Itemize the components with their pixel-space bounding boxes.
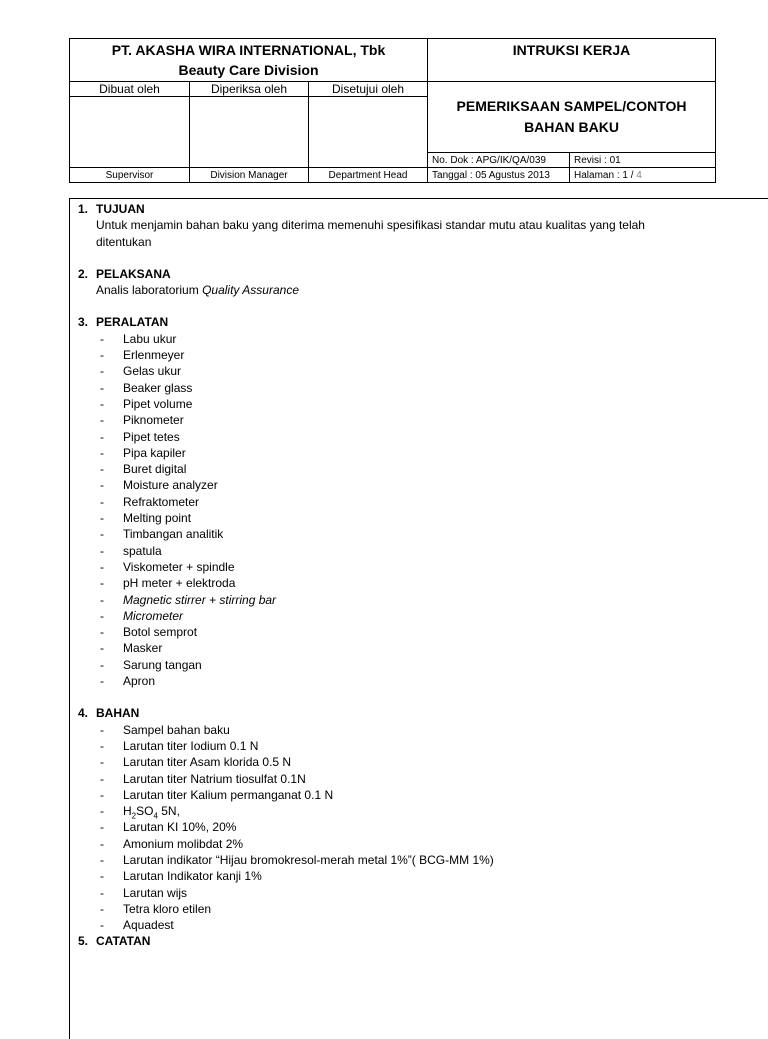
section-tujuan [78, 201, 718, 250]
pelaksana-text [78, 282, 718, 298]
bullet-dash: - [100, 543, 104, 558]
list-item-text: Moisture analyzer [123, 478, 218, 493]
signature-box-2 [190, 97, 309, 168]
section-number: 3. [78, 315, 89, 330]
list-item-text: Buret digital [123, 462, 187, 477]
section-title: PELAKSANA [96, 266, 171, 281]
list-item [78, 885, 718, 901]
bullet-dash: - [100, 787, 104, 802]
pelaksana-italic: Quality Assurance [202, 283, 299, 298]
doc-title-line1: PEMERIKSAAN SAMPEL/CONTOH [456, 98, 687, 114]
bullet-dash: - [100, 478, 104, 493]
company-name [70, 39, 428, 82]
bullet-dash: - [100, 592, 104, 607]
list-item [78, 771, 718, 787]
formula-sub: 2 [131, 811, 137, 821]
list-item [78, 787, 718, 803]
list-item-text: Larutan Indikator kanji 1% [123, 869, 262, 884]
bullet-dash: - [100, 348, 104, 363]
bullet-dash: - [100, 625, 104, 640]
formula-h: H [123, 804, 132, 819]
list-item [78, 543, 718, 559]
list-item [78, 624, 718, 640]
list-item [78, 396, 718, 412]
bullet-dash: - [100, 722, 104, 737]
list-item [78, 575, 718, 591]
bullet-dash: - [100, 771, 104, 786]
list-item [78, 673, 718, 689]
role-division-manager: Division Manager [190, 168, 309, 183]
list-item-text: Sampel bahan baku [123, 722, 230, 737]
bullet-dash: - [100, 657, 104, 672]
list-item-text: Larutan indikator “Hijau bromokresol-merah metal 1%”( BCG-MM 1%) [123, 852, 494, 867]
bullet-dash: - [100, 836, 104, 851]
section-peralatan-heading [78, 314, 718, 330]
bullet-dash: - [100, 608, 104, 623]
signature-box-3 [309, 97, 428, 168]
list-item-text: Labu ukur [123, 331, 177, 346]
list-item [78, 445, 718, 461]
list-item-text: Pipa kapiler [123, 445, 186, 460]
list-item [78, 380, 718, 396]
list-item-text: Larutan titer Natrium tiosulfat 0.1N [123, 771, 306, 786]
role-department-head: Department Head [309, 168, 428, 183]
section-number: 1. [78, 202, 89, 216]
bullet-dash: - [100, 918, 104, 933]
doc-title-line2: BAHAN BAKU [524, 119, 619, 135]
doc-type: INTRUKSI KERJA [428, 39, 716, 82]
document-body [78, 201, 718, 950]
bullet-dash: - [100, 445, 104, 460]
list-item-text: Beaker glass [123, 380, 193, 395]
revision: Revisi : 01 [570, 153, 716, 168]
equipment-list [78, 331, 718, 690]
bullet-dash: - [100, 413, 104, 428]
list-item-text: Larutan titer Asam klorida 0.5 N [123, 755, 292, 770]
list-item-text: Larutan KI 10%, 20% [123, 820, 237, 835]
formula-tail: 5N, [157, 804, 180, 819]
bullet-dash: - [100, 527, 104, 542]
bullet-dash: - [100, 885, 104, 900]
bullet-dash: - [100, 738, 104, 753]
list-item [78, 868, 718, 884]
section-catatan [78, 933, 718, 949]
section-tujuan-heading [78, 201, 718, 217]
doc-number: No. Dok : APG/IK/QA/039 [428, 153, 570, 168]
page-number [570, 168, 716, 183]
materials-list [78, 722, 718, 934]
list-item-text: Pipet tetes [123, 429, 180, 444]
checked-by-header: Diperiksa oleh [190, 82, 309, 97]
section-number: 2. [78, 266, 89, 281]
role-supervisor: Supervisor [70, 168, 190, 183]
list-item [78, 526, 718, 542]
doc-title [428, 82, 716, 153]
list-item-text: Tetra kloro etilen [123, 901, 212, 916]
bullet-dash: - [100, 804, 104, 819]
section-pelaksana [78, 266, 718, 299]
bullet-dash: - [100, 331, 104, 346]
bullet-dash: - [100, 901, 104, 916]
formula-so: SO [136, 804, 154, 819]
list-item [78, 510, 718, 526]
section-catatan-heading [78, 933, 718, 949]
bullet-dash: - [100, 869, 104, 884]
list-item [78, 738, 718, 754]
company-line2: Beauty Care Division [178, 62, 319, 78]
approved-by-header: Disetujui oleh [309, 82, 428, 97]
section-bahan [78, 705, 718, 933]
tujuan-text-line1: Untuk menjamin bahan baku yang diterima memenuhi spesifikasi standar mutu atau kualitas yang telah [96, 218, 645, 233]
list-item-text: Pipet volume [123, 396, 193, 411]
list-item-text: Micrometer [123, 608, 184, 623]
list-item-text: Larutan titer Kalium permanganat 0.1 N [123, 787, 334, 802]
list-item-text: Sarung tangan [123, 657, 202, 672]
list-item-text: Apron [123, 674, 156, 689]
list-item [78, 657, 718, 673]
formula-sub: 4 [153, 811, 158, 821]
list-item [78, 852, 718, 868]
list-item-text: Magnetic stirrer + stirring bar [123, 592, 277, 607]
list-item-text: Masker [123, 641, 163, 656]
section-title: BAHAN [96, 706, 140, 721]
bullet-dash: - [100, 364, 104, 379]
bullet-dash: - [100, 852, 104, 867]
list-item-text: spatula [123, 543, 162, 558]
list-item-text: Gelas ukur [123, 364, 182, 379]
section-title: PERALATAN [96, 315, 169, 330]
bullet-dash: - [100, 511, 104, 526]
bullet-dash: - [100, 641, 104, 656]
list-item-text [123, 803, 180, 819]
list-item-text: Timbangan analitik [123, 527, 224, 542]
list-item [78, 363, 718, 379]
list-item-text: Aquadest [123, 918, 174, 933]
bullet-dash: - [100, 429, 104, 444]
list-item-text: Refraktometer [123, 494, 200, 509]
list-item-text: Botol semprot [123, 625, 198, 640]
list-item-text: Melting point [123, 511, 192, 526]
list-item [78, 754, 718, 770]
section-title: CATATAN [96, 934, 151, 949]
list-item [78, 461, 718, 477]
list-item [78, 901, 718, 917]
document-header [69, 38, 716, 183]
list-item [78, 347, 718, 363]
bullet-dash: - [100, 396, 104, 411]
section-peralatan [78, 314, 718, 689]
company-line1: PT. AKASHA WIRA INTERNATIONAL, Tbk [111, 42, 386, 58]
bullet-dash: - [100, 380, 104, 395]
signature-box-1 [70, 97, 190, 168]
list-item [78, 836, 718, 852]
list-item-text: Larutan titer Iodium 0.1 N [123, 738, 259, 753]
list-item [78, 494, 718, 510]
bullet-dash: - [100, 494, 104, 509]
list-item [78, 819, 718, 835]
list-item [78, 722, 718, 738]
section-number: 4. [78, 706, 89, 721]
list-item [78, 559, 718, 575]
page-label: Halaman : 1 / [574, 169, 634, 181]
doc-date: Tanggal : 05 Agustus 2013 [428, 168, 570, 183]
list-item [78, 640, 718, 656]
list-item [78, 592, 718, 608]
list-item-text: Larutan wijs [123, 885, 188, 900]
list-item [78, 608, 718, 624]
section-title: TUJUAN [96, 202, 145, 216]
list-item-text: Viskometer + spindle [123, 559, 235, 574]
bullet-dash: - [100, 755, 104, 770]
list-item [78, 477, 718, 493]
section-pelaksana-heading [78, 266, 718, 282]
bullet-dash: - [100, 462, 104, 477]
list-item-text: Piknometer [123, 413, 184, 428]
pelaksana-prefix: Analis laboratorium [96, 283, 203, 298]
list-item-text: Amonium molibdat 2% [123, 836, 244, 851]
page-total: 4 [633, 169, 642, 181]
section-number: 5. [78, 934, 89, 949]
bullet-dash: - [100, 674, 104, 689]
list-item [78, 412, 718, 428]
list-item [78, 429, 718, 445]
tujuan-text-line2: ditentukan [96, 234, 152, 249]
bullet-dash: - [100, 820, 104, 835]
list-item [78, 803, 718, 819]
made-by-header: Dibuat oleh [70, 82, 190, 97]
bullet-dash: - [100, 576, 104, 591]
bullet-dash: - [100, 559, 104, 574]
list-item-text: Erlenmeyer [123, 348, 185, 363]
list-item [78, 917, 718, 933]
list-item [78, 331, 718, 347]
list-item-text: pH meter + elektroda [123, 576, 236, 591]
section-bahan-heading [78, 705, 718, 721]
